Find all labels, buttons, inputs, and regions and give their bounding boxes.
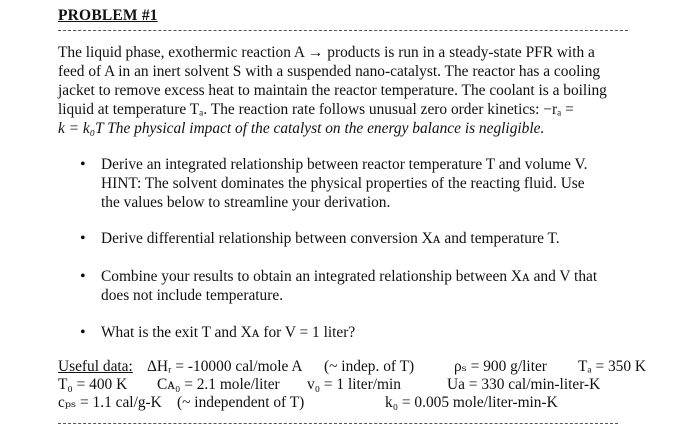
heat-capacity-note: (~ independent of T) (177, 394, 305, 411)
task-line: does not include temperature. (101, 287, 284, 304)
statement-line: k = k₀T The physical impact of the catalyst on the energy balance is negligible. (58, 120, 545, 137)
inlet-flow-rate: v₀ = 1 liter/min (307, 376, 401, 393)
inlet-concentration: Cᴀ₀ = 2.1 mole/liter (157, 376, 280, 393)
problem-title: PROBLEM #1 (58, 7, 158, 24)
task-line: HINT: The solvent dominates the physical properties of the reacting fluid. Use (101, 175, 585, 192)
statement-line: liquid at temperature Tₐ. The reaction rate follows unusual zero order kinetics: −rₐ = (58, 101, 574, 118)
bottom-divider (58, 423, 618, 424)
heat-transfer-coefficient: Ua = 330 cal/min-liter-K (447, 376, 601, 393)
solvent-density: ρₛ = 900 g/liter (454, 358, 547, 375)
coolant-temperature: Tₐ = 350 K (578, 358, 647, 375)
useful-data (58, 358, 668, 412)
statement-line: feed of A in an inert solvent S with a suspended nano-catalyst. The reactor has a cooling (58, 63, 601, 80)
task-line: Derive an integrated relationship between reactor temperature T and volume V. (101, 156, 588, 173)
top-divider (58, 30, 628, 31)
statement-line: The liquid phase, exothermic reaction A → products is run in a steady-state PFR with a (58, 44, 595, 61)
solvent-heat-capacity: cₚₛ = 1.1 cal/g-K (58, 394, 162, 411)
bullet-icon: • (80, 268, 86, 285)
data-row (58, 358, 668, 376)
inlet-temperature: T₀ = 400 K (58, 376, 128, 393)
task-line: Derive differential relationship between conversion Xᴀ and temperature T. (101, 230, 560, 247)
data-row (58, 394, 668, 412)
heat-of-reaction-note: (~ indep. of T) (324, 358, 415, 375)
problem-statement (58, 43, 648, 138)
task-line: What is the exit T and Xᴀ for V = 1 liter? (101, 324, 356, 341)
bullet-icon: • (80, 324, 86, 341)
task-line: Combine your results to obtain an integrated relationship between Xᴀ and V that (101, 268, 598, 285)
task-line: the values below to streamline your derivation. (101, 194, 391, 211)
rate-constant: k₀ = 0.005 mole/liter-min-K (385, 394, 558, 411)
statement-line: jacket to remove excess heat to maintain the reactor temperature. The coolant is a boiling (58, 82, 607, 99)
data-row (58, 376, 668, 394)
bullet-icon: • (80, 156, 86, 173)
heat-of-reaction: ΔHᵣ = -10000 cal/mole A (147, 358, 303, 375)
bullet-icon: • (80, 230, 86, 247)
useful-data-label: Useful data: (58, 358, 133, 375)
